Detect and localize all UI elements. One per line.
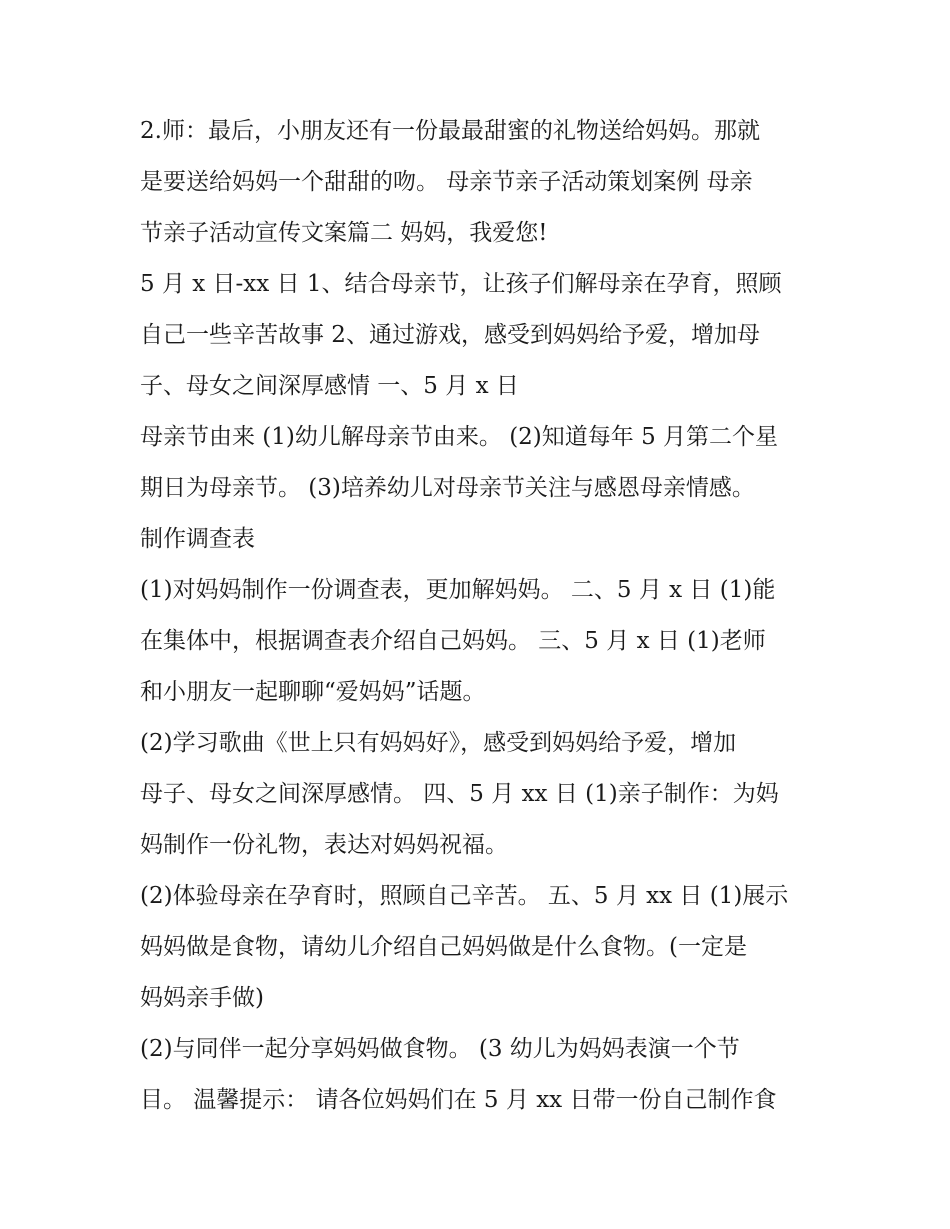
text-line: 自己一些辛苦故事 2、通过游戏，感受到妈妈给予爱，增加母 [140,322,760,348]
text-line: 2.师：最后，小朋友还有一份最最甜蜜的礼物送给妈妈。那就 [140,118,760,144]
text-line: 目。 温馨提示： 请各位妈妈们在 5 月 xx 日带一份自己制作食 [140,1087,777,1113]
text-line: (2)学习歌曲《世上只有妈妈好》，感受到妈妈给予爱，增加 [140,730,737,756]
text-line: 母亲节由来 (1)幼儿解母亲节由来。 (2)知道每年 5 月第二个星 [140,424,779,450]
text-line: (2)与同伴一起分享妈妈做食物。 (3 幼儿为妈妈表演一个节 [140,1036,740,1062]
text-line: 妈妈亲手做) [140,985,264,1011]
text-line: 是要送给妈妈一个甜甜的吻。 母亲节亲子活动策划案例 母亲 [140,169,753,195]
text-line: (1)对妈妈制作一份调查表，更加解妈妈。 二、5 月 x 日 (1)能 [140,577,776,603]
text-line: 和小朋友一起聊聊“爱妈妈”话题。 [140,679,486,705]
text-line: 妈妈做是食物，请幼儿介绍自己妈妈做是什么食物。(一定是 [140,934,747,960]
text-line: (2)体验母亲在孕育时，照顾自己辛苦。 五、5 月 xx 日 (1)展示 [140,883,789,909]
text-line: 制作调查表 [140,526,255,552]
text-line: 母子、母女之间深厚感情。 四、5 月 xx 日 (1)亲子制作：为妈 [140,781,779,807]
document-body [140,106,820,1126]
text-line: 节亲子活动宣传文案篇二 妈妈，我爱您! [140,220,548,246]
text-line: 在集体中，根据调查表介绍自己妈妈。 三、5 月 x 日 (1)老师 [140,628,766,654]
text-line: 期日为母亲节。 (3)培养幼儿对母亲节关注与感恩母亲情感。 [140,475,755,501]
text-line: 子、母女之间深厚感情 一、5 月 x 日 [140,373,519,399]
text-line: 5 月 x 日-xx 日 1、结合母亲节，让孩子们解母亲在孕育，照顾 [140,271,782,297]
text-line: 妈制作一份礼物，表达对妈妈祝福。 [140,832,508,858]
